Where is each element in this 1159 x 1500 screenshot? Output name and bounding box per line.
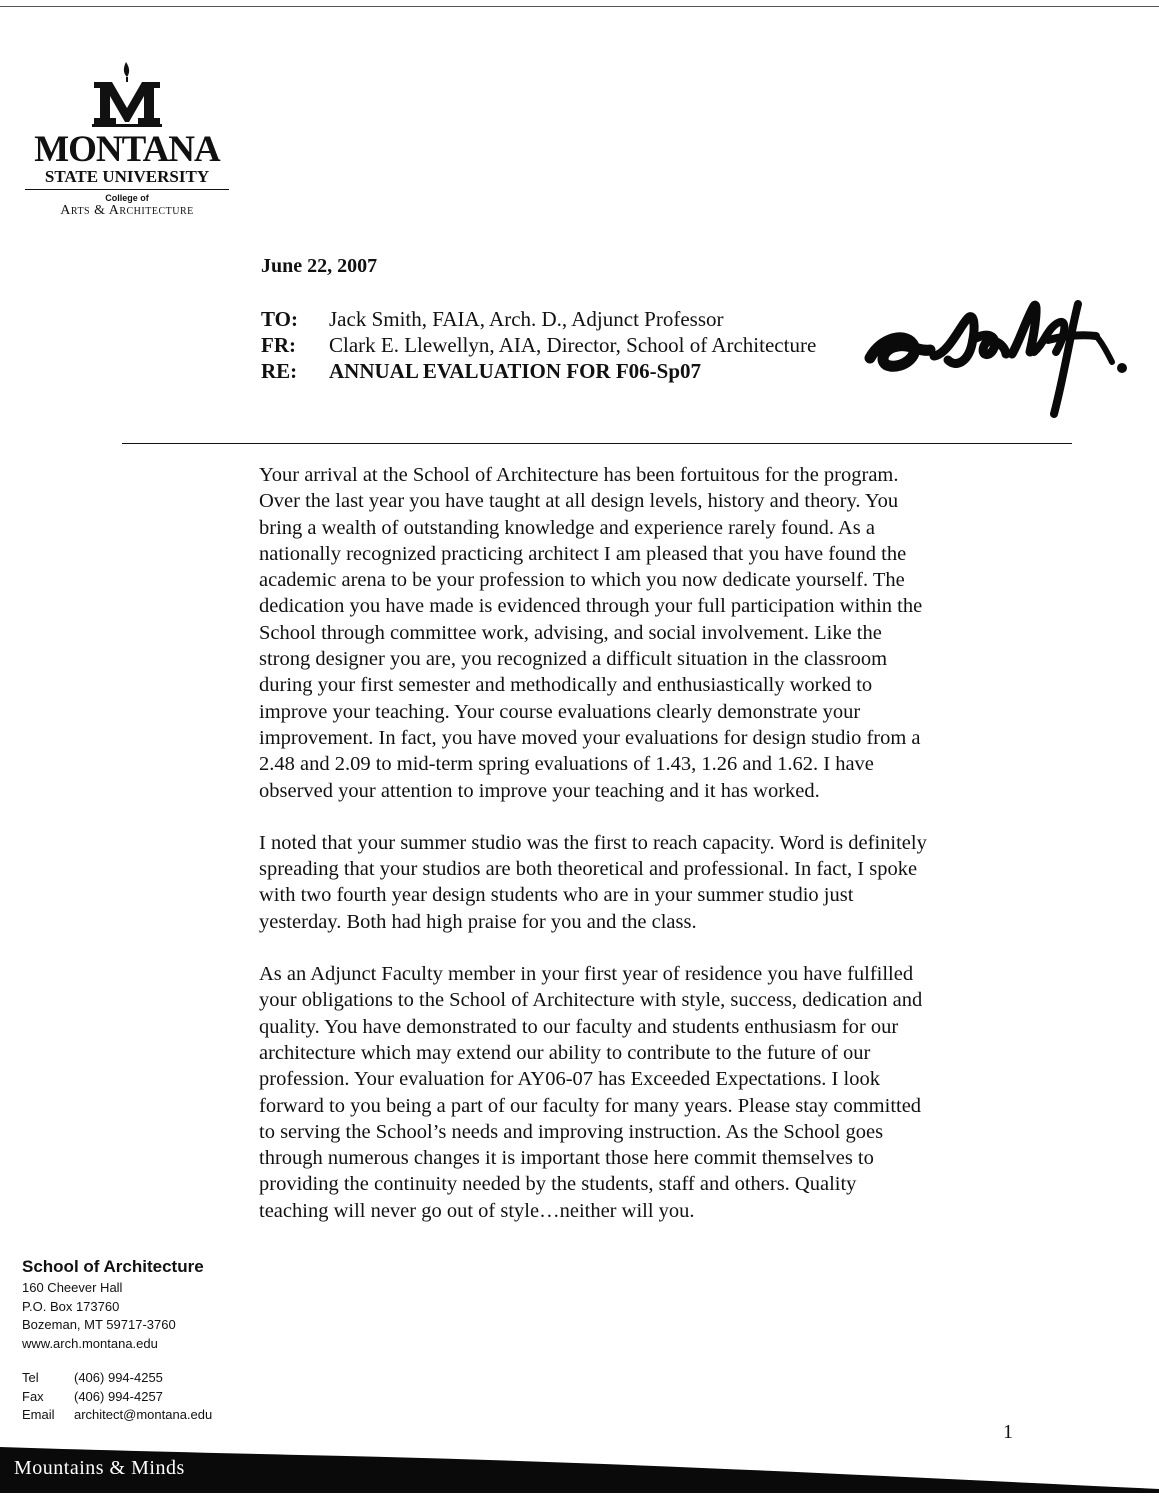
school-address-block [22,1256,212,1425]
body-paragraph-2: I noted that your summer studio was the first to reach capacity. Word is definitely spreading that your studios are both theoretical and professional. In fact, I spoke with two fourth year design students who are in your summer studio just yesterday. Both had high praise for you and the class. [259,831,927,933]
logo-college-name: Arts & Architecture [60,203,194,218]
memo-re-key: RE: [261,359,298,383]
memo-from-value: Clark E. Llewellyn, AIA, Director, School of Architecture [329,333,817,357]
memo-to-row [261,306,724,332]
contact-tel-row [22,1369,212,1388]
memo-to-key: TO: [261,307,298,331]
contact-tel-label: Tel [22,1370,39,1385]
montana-m-logo-icon [90,60,164,130]
footer-tagline: Mountains & Minds [14,1457,185,1479]
address-website: www.arch.montana.edu [22,1335,158,1351]
logo-university-name: MONTANA [34,129,220,170]
memo-re-value: ANNUAL EVALUATION FOR F06-Sp07 [329,359,702,383]
scan-edge-top [0,6,1159,7]
body-paragraph-3: As an Adjunct Faculty member in your first year of residence you have fulfilled your obligations to the School of Architecture with style, success, dedication and quality. You have demonstrated to our faculty and students enthusiasm for our architecture which may extend our ability to contribute to the future of our profession. Your evaluation for AY06-07 has Exceeded Expectations. I look forward to you being a part of our faculty for many years. Please stay committed to serving the School’s needs and improving instruction. As the School goes through numerous changes it is important those here commit themselves to providing the continuity needed by the students, staff and others. Quality teaching will never go out of style…neither will you. [259,963,923,1222]
contact-fax-label: Fax [22,1388,44,1404]
contact-tel-value: (406) 994-4255 [74,1370,163,1385]
address-line-3: Bozeman, MT 59717-3760 [22,1317,176,1332]
address-line-2: P.O. Box 173760 [22,1298,120,1314]
memo-to-value: Jack Smith, FAIA, Arch. D., Adjunct Professor [329,307,724,331]
logo-university-sub: STATE UNIVERSITY [44,167,210,186]
page-number: 1 [1003,1421,1013,1443]
university-logo [22,60,232,219]
memo-from-row [261,332,816,358]
contact-fax-row [22,1388,212,1407]
contact-email-row [22,1406,212,1425]
letter-body [259,462,1059,1250]
address-title: School of Architecture [22,1257,204,1276]
header-divider [122,443,1072,444]
address-line-1: 160 Cheever Hall [22,1280,123,1295]
logo-college-label: College of [105,193,149,203]
letter-date: June 22, 2007 [261,255,378,277]
logo-divider [25,189,229,190]
body-paragraph-1: Your arrival at the School of Architecture has been fortuitous for the program. Over the last year you have taught at all design levels, history and theory. You bring a wealth of outstanding knowledge and experience rarely found. As a nationally recognized practicing architect I am pleased that you have found the academic arena to be your profession to which you now dedicate yourself. The dedication you have made is evidenced through your full participation within the School through committee work, advising, and social involvement. Like the strong designer you are, you recognized a difficult situation in the classroom during your first semester and methodically and enthusiastically worked to improve your teaching. Your course evaluations clearly demonstrate your improvement. In fact, you have moved your evaluations for design studio from a 2.48 and 2.09 to mid-term spring evaluations of 1.43, 1.26 and 1.62. I have observed your attention to improve your teaching and it has worked. [259,464,923,802]
memo-re-row [261,358,701,384]
handwritten-signature [864,296,1134,426]
memo-from-key: FR: [261,333,296,357]
contact-email-label: Email [22,1407,55,1422]
contact-email-value: architect@montana.edu [74,1407,213,1422]
contact-fax-value: (406) 994-4257 [74,1388,163,1404]
